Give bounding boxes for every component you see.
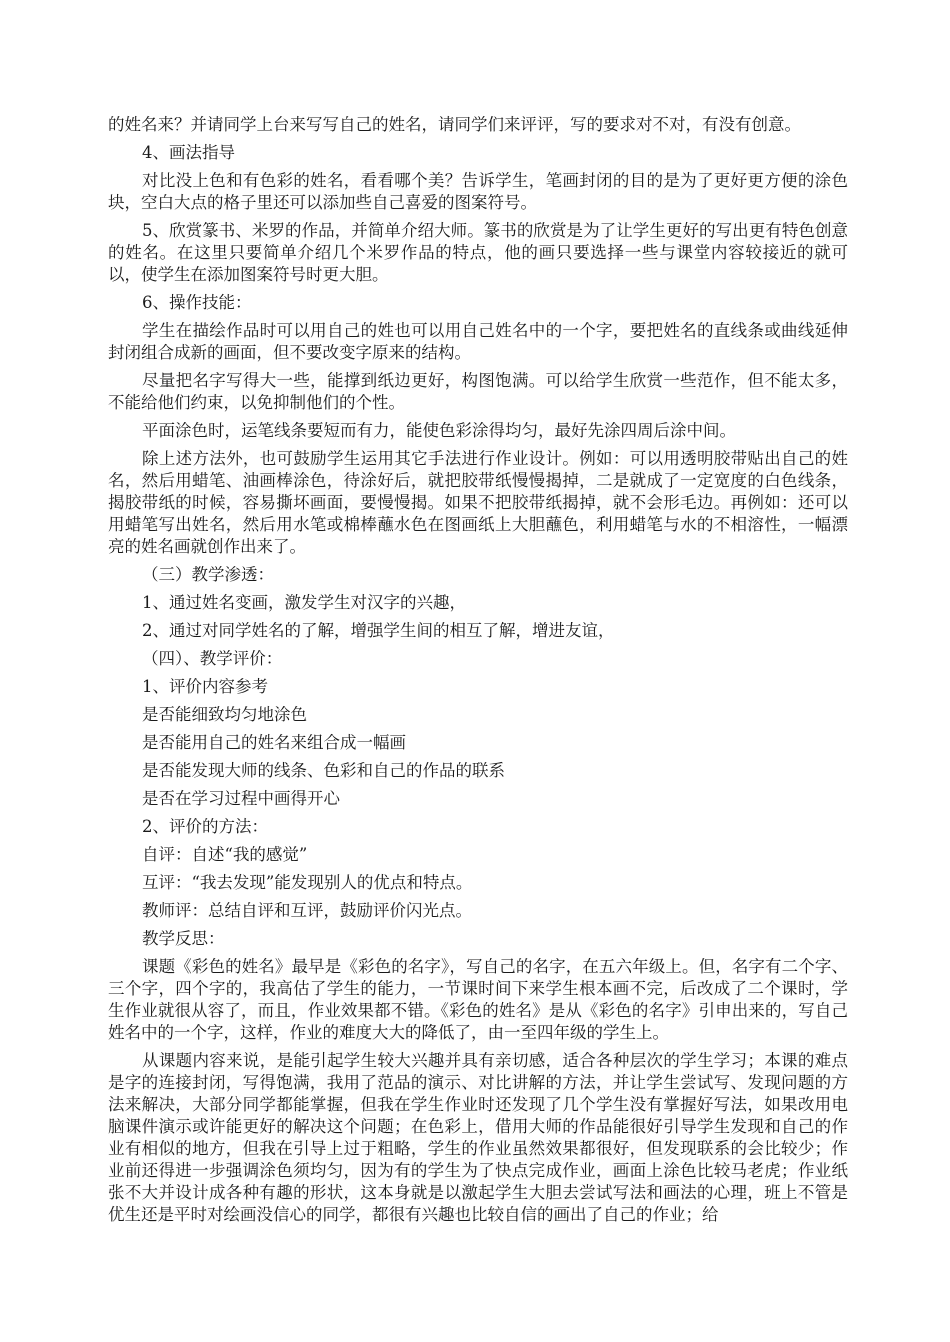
list-item: 是否能用自己的姓名来组合成一幅画: [142, 733, 406, 752]
heading-drawing-guide: 4、画法指导: [142, 143, 235, 162]
paragraph-7: 平面涂色时，运笔线条要短而有力，能使色彩涂得均匀，最好先涂四周后涂中间。: [142, 421, 736, 440]
heading-operation-skills: 6、操作技能：: [142, 293, 252, 312]
paragraph-2: 对比没上色和有色彩的姓名，看看哪个美？告诉学生，笔画封闭的目的是为了更好更方便的涂色块，空白大点的格子里还可以添加些自己喜爱的图案符号。: [108, 171, 848, 212]
list-item: 是否能细致均匀地涂色: [142, 705, 307, 724]
paragraph-8: 除上述方法外，也可鼓励学生运用其它手法进行作业设计。例如：可以用透明胶带贴出自己的姓名，然后用蜡笔、油画棒涂色，待涂好后，就把胶带纸慢慢揭掉，二是就成了一定宽度的白色线条，揭胶带纸的时候，容易撕坏画面，要慢慢揭。如果不把胶带纸揭掉，就不会形毛边。再例如：还可以用蜡笔写出姓名，然后用水笔或棉棒蘸水色在图画纸上大胆蘸色，利用蜡笔与水的不相溶性，一幅漂亮的姓名画就创作出来了。: [108, 449, 848, 556]
list-item: 1、通过姓名变画，激发学生对汉字的兴趣，: [142, 593, 466, 612]
list-item: 自评：自述“我的感觉”: [142, 845, 308, 864]
paragraph-24: 从课题内容来说，是能引起学生较大兴趣并具有亲切感，适合各种层次的学生学习；本课的难点是字的连接封闭，写得饱满，我用了范品的演示、对比讲解的方法，并让学生尝试写、发现问题的方法来解决，大部分同学都能掌握，但我在学生作业时还发现了几个学生没有掌握好写法，如果改用电脑课件演示或许能更好的解决这个问题；在色彩上，借用大师的作品能很好引导学生发现和自己的作业有相似的地方，但我在引导上过于粗略，学生的作业虽然效果都很好，但发现联系的会比较少；作业前还得进一步强调涂色须均匀，因为有的学生为了快点完成作业，画面上涂色比较马老虎；作业纸张不大并设计成各种有趣的形状，这本身就是以激起学生大胆去尝试写法和画法的心理，班上不管是优生还是平时对绘画没信心的同学，都很有兴趣也比较自信的画出了自己的作业；给: [108, 1051, 848, 1224]
paragraph-3: 5、欣赏篆书、米罗的作品，并简单介绍大师。篆书的欣赏是为了让学生更好的写出更有特色创意的姓名。在这里只要简单介绍几个米罗作品的特点，他的画只要选择一些与课堂内容较接近的就可以，使学生在添加图案符号时更大胆。: [108, 221, 848, 284]
list-item: 1、评价内容参考: [142, 677, 268, 696]
heading-teaching-evaluation: （四）、教学评价：: [142, 649, 283, 668]
paragraph-5: 学生在描绘作品时可以用自己的姓也可以用自己姓名中的一个字，要把姓名的直线条或曲线延伸封闭组合成新的画面，但不要改变字原来的结构。: [108, 321, 848, 362]
heading-teaching-reflection: 教学反思：: [142, 929, 225, 948]
list-item: 互评：“我去发现”能发现别人的优点和特点。: [142, 873, 473, 892]
document-page: [108, 114, 848, 1232]
list-item: 教师评：总结自评和互评，鼓励评价闪光点。: [142, 901, 472, 920]
paragraph-6: 尽量把名字写得大一些，能撑到纸边更好，构图饱满。可以给学生欣赏一些范作，但不能太多，不能给他们约束，以免抑制他们的个性。: [108, 371, 848, 412]
list-item: 2、通过对同学姓名的了解，增强学生间的相互了解，增进友谊，: [142, 621, 615, 640]
list-item: 是否能发现大师的线条、色彩和自己的作品的联系: [142, 761, 505, 780]
paragraph-23: 课题《彩色的姓名》最早是《彩色的名字》，写自己的名字，在五六年级上。但，名字有二个字、三个字，四个字的，我高估了学生的能力，一节课时间下来学生根本画不完，后改成了二个课时，学生作业就很从容了，而且，作业效果都不错。《彩色的姓名》是从《彩色的名字》引申出来的，写自己姓名中的一个字，这样，作业的难度大大的降低了，由一至四年级的学生上。: [108, 957, 848, 1042]
paragraph-0: 的姓名来？并请同学上台来写写自己的姓名，请同学们来评评，写的要求对不对，有没有创意。: [108, 115, 801, 134]
heading-teaching-penetration: （三）教学渗透：: [142, 565, 274, 584]
list-item: 2、评价的方法：: [142, 817, 268, 836]
list-item: 是否在学习过程中画得开心: [142, 789, 340, 808]
